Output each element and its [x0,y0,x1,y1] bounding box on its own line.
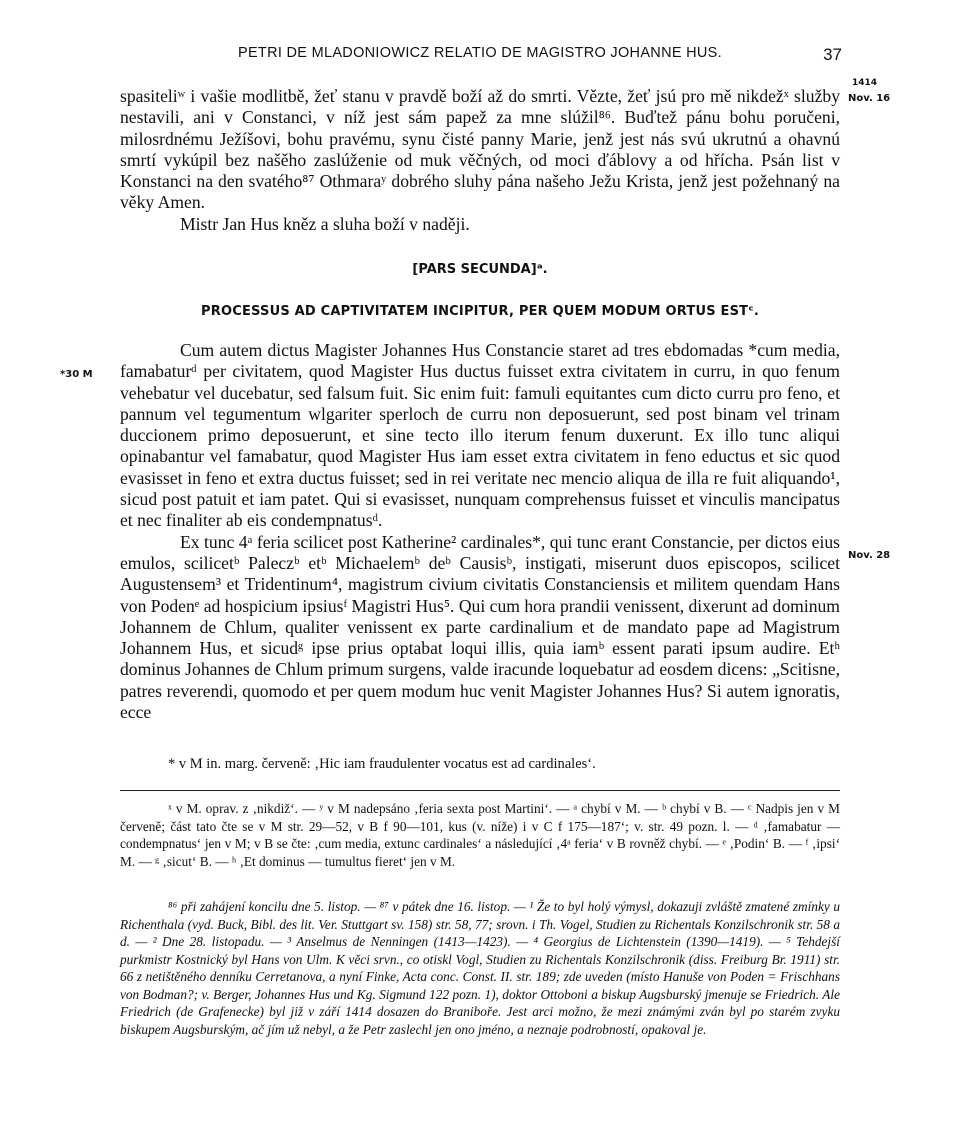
asterisk-note: * v M in. marg. červeně: ‚Hic iam fraudulenter vocatus est ad cardinales‘. [168,756,596,772]
footnote-rule [120,790,840,791]
letter-text [120,86,840,235]
footnotes-apparatus [120,800,840,870]
latin-paragraph-1: Cum autem dictus Magister Johannes Hus Constancie staret ad tres ebdomadas *cum media, famabaturᵈ per civitatem, quod Magister Hus ductus fuisset extra civitatem in curru, in quo fenum vehebatur vel ducebatur, sed falsum fuit. Sic enim fuit: famuli equitantes cum dicto curru pro feno, et pannum vel tegumentum wlgariter sperloch de curru non deposuerunt, sed post binam vel trinam duccionem primo deposuerunt, et sine tecto illo iterum fenum duxerunt. Ex illo tunc aliqui opinabantur vel famabatur, quod Magister Hus iam esset extra civitatem in feno eductus et sic quod evasisset in feno et extra ductus fuisset; sed in rei veritate nec mencio aliqua de illa re fuit aliquando¹, sicud post patuit et iam patet. Qui si evasisset, nunquam comprehensus fuisset et vinculis mancipatus et nec finaliter ab eis condempnatusᵈ. [120,340,840,531]
margin-year: 1414 [852,78,878,88]
page-number: 37 [823,45,842,64]
letter-signature: Mistr Jan Hus kněz a sluha boží v naději. [180,213,470,234]
letter-paragraph: spasiteliʷ i vašie modlitbě, žeť stanu v pravdě boží až do smrti. Vězte, žeť jsú pro mě nikdežˣ služby nestavili, ani v Constanci, v níž jest sám papež za mne slúžil⁸⁶. Buďtež pánu bohu poručeni, milosrdnému Ježíšovi, bohu pravému, synu čisté panny Marie, jenž jest nás svú ukrutnú a ohavnú smrtí vykúpil bez našěho zaslúženie od muk věčných, od moci ďáblovy a od hřícha. Psán list v Konstanci na den svatého⁸⁷ Othmaraʸ dobrého sluhy pána našeho Ježu Krista, jenž jest požehnaný na věky Amen. [120,86,840,213]
latin-paragraph-2: Ex tunc 4ᵃ feria scilicet post Katherine² cardinales*, qui tunc erant Constancie, per dictos eius emulos, scilicetᵇ Paleczᵇ etᵇ Michaelemᵇ deᵇ Causisᵇ, instigati, miserunt duos episcopos, scilicet Augustensem³ et Tridentinum⁴, magistrum civium civitatis Constanciensis et militem quendam Hans von Podenᵉ ad hospicium ipsiusᶠ Magistri Hus⁵. Qui cum hora prandii venissent, dixerunt ad dominum Johannem de Chlum, qualiter venissent ex parte cardinalium et de mandato pape ad Magistrum Johannem Hus, et sicudᵍ ipse prius optabat loqui illis, quia iamᵇ essent parati ipsum audire. Etʰ dominus Johannes de Chlum primum surgens, valde iracunde loquebatur ad eosdem dicens: „Scitisne, patres reverendi, quomodo et per quem modum huc venit Magister Johannes Hus? Si autem ignoratis, ecce [120,531,840,723]
margin-note-30m: *30 M [60,369,93,380]
footnotes-historical: ⁸⁶ při zahájení koncilu dne 5. listop. — ⁸⁷ v pátek dne 16. listop. — ¹ Že to byl holý výmysl, dokazuji zvláště zmatené zmínky u Richenthala (vyd. Buck, Bibl. des lit. Ver. Stuttgart sv. 158) str. 58, 77; srovn. i Th. Vogel, Studien zu Richentals Konzilschronik str. 58 a d. — ² Dne 28. listopadu. — ³ Anselmus de Nenningen (1413—1423). — ⁴ Georgius de Lichtenstein (1390—1419). — ⁵ Tehdejší purkmistr Kostnický byl Hans von Ulm. K věci srvn., co otiskl Vogl, Studien zu Richentals Konzilschronik (diss. Freiburg Br. 1911) str. 66 z netištěného denníku Cerretanova, a nyní Finke, Acta conc. Const. II. str. 189; zde uveden (místo Hanuše von Poden = Frischhans von Bodman?; v. Berger, Johannes Hus und Kg. Sigmund 122 pozn. 1), doktor Ottoboni a biskup Augsburský jmenuje se Friedrich. Ale Friedrich (de Grafenecke) byl již v září 1414 dosazen do Braniboře. Jest arci možno, že mezi známými zván byl po starém zvyku biskupem Augsburským, ač jím už nebyl, a že Petr zaslechl jen ono jméno, a neznaje podrobností, opakoval je. [120,899,840,1037]
margin-date-nov16: Nov. 16 [848,93,891,104]
latin-text [120,340,840,723]
section-pars: [PARS SECUNDA]ᵃ. [412,262,548,277]
margin-date-nov28: Nov. 28 [848,550,891,561]
running-title: PETRI DE MLADONIOWICZ RELATIO DE MAGISTRO JOHANNE HUS. [237,45,722,61]
section-title: PROCESSUS AD CAPTIVITATEM INCIPITUR, PER QUEM MODUM ORTUS ESTᶜ. [201,304,759,319]
footnotes-commentary [120,898,840,1038]
footnotes-variants: ˣ v M. oprav. z ‚nikdiž‘. — ʸ v M nadepsáno ‚feria sexta post Martini‘. — ᵃ chybí v M. — ᵇ chybí v B. — ᶜ Nadpis jen v M červeně; část tato čte se v M str. 29—52, v B f 90—101, kus (v. níže) i v C f 175—187‘; v. str. 49 pozn. l. — ᵈ ‚famabatur — condempnatus‘ jen v M; v B se čte: ‚cum media, extunc cardinales‘ a následující ‚4ᵃ feria‘ v B rovněž chybí. — ᵉ ‚Podin‘ B. — ᶠ ‚ipsi‘ M. — ᵍ ‚sicut‘ B. — ʰ ‚Et dominus — tumultus fieret‘ jen v M. [120,801,840,869]
